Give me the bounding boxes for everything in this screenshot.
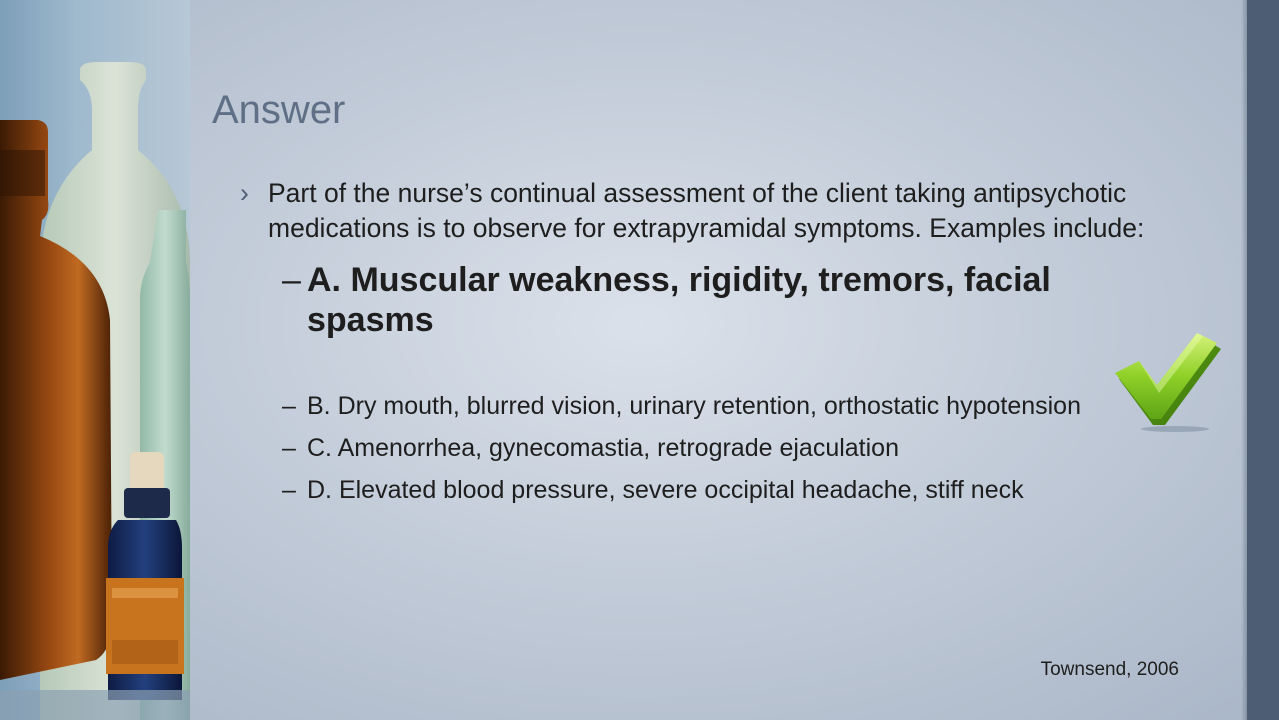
option-text: A. Muscular weakness, rigidity, tremors, facial spasms [307, 261, 1051, 339]
dash-marker: – [282, 392, 296, 420]
option-text: C. Amenorrhea, gynecomastia, retrograde ejaculation [307, 434, 899, 462]
question-bullet [240, 176, 1180, 246]
right-accent-bar [1247, 0, 1279, 720]
bullet-arrow-icon: › [240, 178, 249, 208]
slide-title: Answer [212, 88, 346, 132]
green-checkmark-icon [1113, 333, 1223, 433]
option-b [282, 390, 1127, 422]
option-text: B. Dry mouth, blurred vision, urinary retention, orthostatic hypotension [307, 392, 1081, 420]
dash-marker: – [282, 476, 296, 504]
option-a-correct [282, 260, 1127, 340]
citation: Townsend, 2006 [1040, 659, 1179, 680]
question-text: Part of the nurse’s continual assessment of the client taking antipsychotic medications is to observe for extrapyramidal symptoms. Examples include: [268, 178, 1145, 243]
dash-marker: – [282, 261, 301, 299]
answer-options [240, 260, 1180, 506]
bottles-illustration [0, 0, 190, 720]
option-d [282, 474, 1127, 506]
dash-marker: – [282, 434, 296, 462]
option-c [282, 432, 1127, 464]
option-text: D. Elevated blood pressure, severe occipital headache, stiff neck [307, 476, 1024, 504]
slide-content [240, 176, 1180, 516]
medicine-bottles-photo [0, 0, 190, 720]
